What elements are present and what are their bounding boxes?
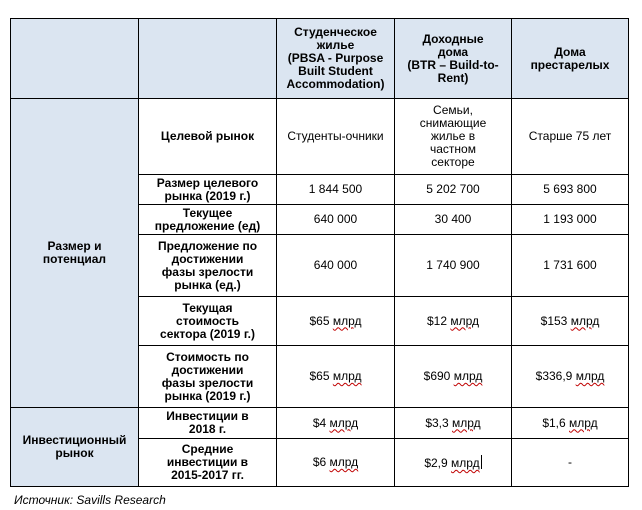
row-label: Предложение по достижении фазы зрелости рынка (ед.) — [139, 235, 277, 297]
cell-value: $2,9 млрд — [395, 439, 512, 487]
cell-value: 1 731 600 — [512, 235, 629, 297]
text-cursor — [481, 455, 482, 469]
group-size-potential: Размер и потенциал — [11, 99, 139, 408]
header-row — [11, 19, 629, 99]
row-label: Целевой рынок — [139, 99, 277, 175]
cell-value: $4 млрд — [277, 408, 395, 439]
cell-value: 1 844 500 — [277, 175, 395, 205]
cell-value: $65 млрд — [277, 346, 395, 408]
cell-value: Студенты-очники — [277, 99, 395, 175]
cell-value: 30 400 — [395, 205, 512, 235]
row-label: Текущая стоимость сектора (2019 г.) — [139, 297, 277, 346]
cell-value: - — [512, 439, 629, 487]
source-caption: Источник: Savills Research — [14, 493, 166, 507]
header-btr: Доходные дома (BTR – Build-to- Rent) — [395, 19, 512, 99]
cell-value: $12 млрд — [395, 297, 512, 346]
header-retirement: Дома престарелых — [512, 19, 629, 99]
row-label: Стоимость по достижении фазы зрелости рынка (2019 г.) — [139, 346, 277, 408]
cell-value: 640 000 — [277, 235, 395, 297]
cell-value: 1 193 000 — [512, 205, 629, 235]
group-investment-market: Инвестиционный рынок — [11, 408, 139, 487]
cell-value: $6 млрд — [277, 439, 395, 487]
row-label: Размер целевого рынка (2019 г.) — [139, 175, 277, 205]
cell-value: 1 740 900 — [395, 235, 512, 297]
header-pbsa: Студенческое жилье (PBSA - Purpose Built Student Accommodation) — [277, 19, 395, 99]
cell-value: $690 млрд — [395, 346, 512, 408]
row-label: Текущее предложение (ед) — [139, 205, 277, 235]
row-label: Средние инвестиции в 2015-2017 гг. — [139, 439, 277, 487]
cell-value: $65 млрд — [277, 297, 395, 346]
cell-value: 640 000 — [277, 205, 395, 235]
comparison-table — [10, 18, 629, 487]
corner-cell — [11, 19, 139, 99]
cell-value: 5 693 800 — [512, 175, 629, 205]
header-cell-empty — [139, 19, 277, 99]
cell-value: $336,9 млрд — [512, 346, 629, 408]
cell-value: $3,3 млрд — [395, 408, 512, 439]
cell-value: 5 202 700 — [395, 175, 512, 205]
cell-value: $1,6 млрд — [512, 408, 629, 439]
row-label: Инвестиции в 2018 г. — [139, 408, 277, 439]
cell-value: Старше 75 лет — [512, 99, 629, 175]
table-row — [11, 99, 629, 175]
cell-value: Семьи, снимающие жилье в частном секторе — [395, 99, 512, 175]
table-row — [11, 408, 629, 439]
cell-value: $153 млрд — [512, 297, 629, 346]
